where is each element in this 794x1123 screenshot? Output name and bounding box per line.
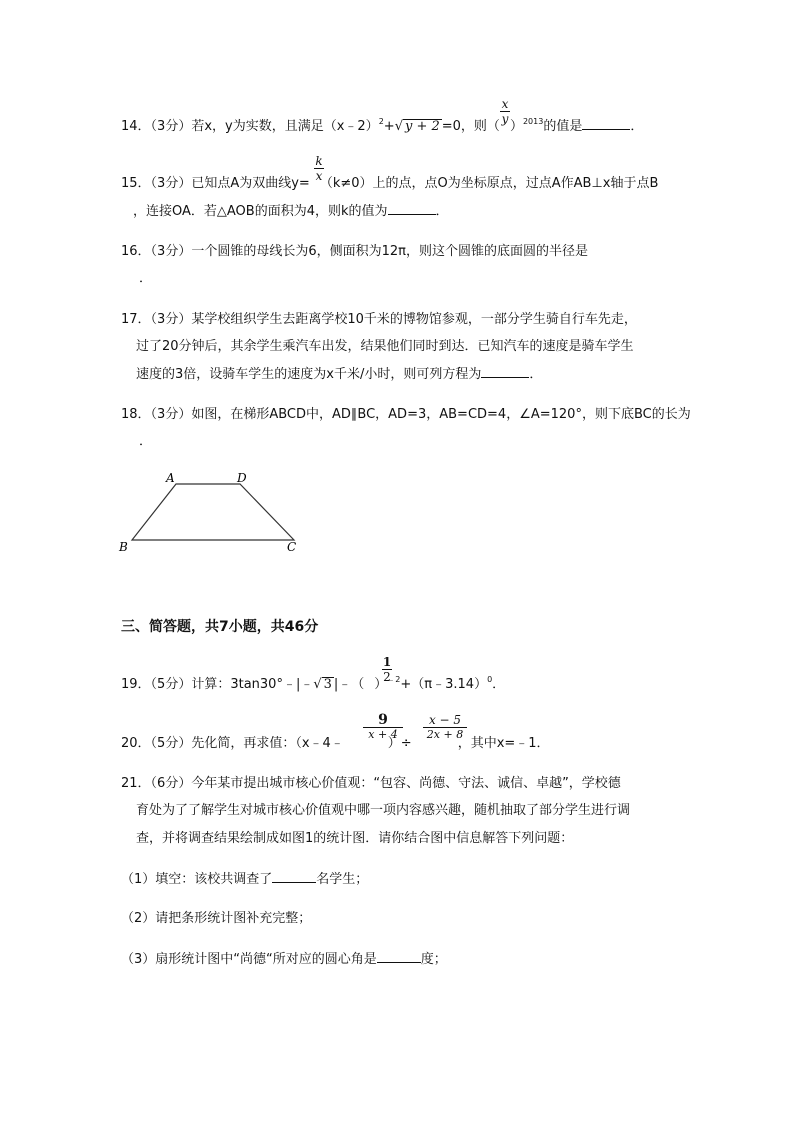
question-15-line1 bbox=[121, 175, 658, 193]
q20-frac1-den: x + 4 bbox=[368, 728, 398, 741]
q16-number: 16．（3分） bbox=[121, 244, 192, 259]
q20-text-b: ）÷ bbox=[387, 736, 412, 751]
q21-sub1-blank bbox=[272, 870, 316, 883]
q19-text-e: ． bbox=[492, 677, 506, 692]
q19-frac-num: 1 bbox=[382, 655, 392, 669]
q15-line2-a: ，连接OA．若△AOB的面积为4，则k的值为 bbox=[133, 204, 388, 219]
q21-number: 21．（6分） bbox=[121, 776, 192, 791]
question-18-line1 bbox=[121, 406, 691, 424]
q18-text-a: 如图，在梯形ABCD中，AD∥BC，AD=3，AB=CD=4，∠A=120°，则下底BC的长为 bbox=[191, 407, 691, 422]
label-b: B bbox=[119, 540, 128, 554]
q20-number: 20．（5分） bbox=[121, 736, 192, 751]
question-21-sub1 bbox=[121, 870, 368, 889]
q15-line2-b: ． bbox=[435, 204, 449, 219]
label-a: A bbox=[166, 471, 175, 485]
q21-line3: 查，并将调查结果绘制成如图1的统计图．请你结合图中信息解答下列问题： bbox=[136, 831, 574, 846]
q14-number: 14．（3分） bbox=[121, 119, 192, 134]
q21-line2: 育处为了了解学生对城市核心价值观中哪一项内容感兴趣，随机抽取了部分学生进行调 bbox=[136, 803, 631, 818]
q18-number: 18．（3分） bbox=[121, 407, 192, 422]
question-20 bbox=[121, 735, 550, 753]
q14-text-e: 的值是 bbox=[543, 119, 583, 134]
question-21-line1 bbox=[121, 775, 621, 793]
trapezoid-shape bbox=[132, 484, 294, 540]
q14-text-c: =0，则（ bbox=[441, 119, 500, 134]
question-21-sub3 bbox=[121, 950, 447, 969]
label-c: C bbox=[287, 540, 297, 554]
section-3-heading: 三、简答题，共7小题，共46分 bbox=[121, 619, 319, 635]
question-19 bbox=[121, 676, 505, 695]
q17-line1: 某学校组织学生去距离学校10千米的博物馆参观，一部分学生骑自行车先走， bbox=[191, 312, 637, 327]
q14-sqrt: y + 2 bbox=[404, 119, 440, 134]
q20-frac2-num: x − 5 bbox=[428, 713, 462, 727]
q21-sub3-b: 度； bbox=[420, 952, 447, 967]
q17-answer-blank bbox=[481, 365, 529, 378]
q20-frac2-den: 2x + 8 bbox=[426, 728, 464, 741]
q21-sub2: （2）请把条形统计图补充完整； bbox=[121, 911, 312, 926]
trapezoid-figure bbox=[112, 465, 312, 565]
q19-text-a: 计算：3tan30°﹣|﹣ bbox=[191, 677, 314, 692]
q19-sup-a: ﹣2 bbox=[387, 675, 401, 684]
q19-sqrt: 3 bbox=[323, 677, 332, 692]
q15-text-a: 已知点A为双曲线y= bbox=[191, 176, 310, 191]
q14-frac-num: x bbox=[501, 97, 509, 111]
question-14 bbox=[121, 117, 643, 137]
q21-sub1-a: （1）填空：该校共调查了 bbox=[121, 872, 273, 887]
q17-number: 17．（3分） bbox=[121, 312, 192, 327]
q15-answer-blank bbox=[388, 202, 436, 215]
q19-text-c: ） bbox=[374, 677, 388, 692]
q14-text-f: ． bbox=[630, 119, 644, 134]
sqrt-icon: √ bbox=[313, 677, 322, 692]
q17-line3-b: ． bbox=[529, 367, 543, 382]
q19-text-b: |﹣（ bbox=[333, 677, 365, 692]
sqrt-icon: √ bbox=[394, 119, 403, 134]
q15-number: 15．（3分） bbox=[121, 176, 192, 191]
question-21-sub2 bbox=[121, 910, 311, 928]
q15-frac-num: k bbox=[315, 154, 323, 168]
question-15-line2 bbox=[133, 202, 449, 221]
q20-text-a: 先化简，再求值：（x﹣4﹣ bbox=[191, 736, 344, 751]
question-18-line2 bbox=[139, 433, 152, 451]
q14-text-b: + bbox=[383, 119, 395, 134]
q15-text-b: （k≠0）上的点，点O为坐标原点，过点A作AB⊥x轴于点B bbox=[319, 176, 659, 191]
q16-text-a: 一个圆锥的母线长为6，侧面积为12π，则这个圆锥的底面圆的半径是 bbox=[191, 244, 588, 259]
question-17-line1 bbox=[121, 311, 637, 329]
q15-frac-den: x bbox=[315, 169, 323, 183]
q20-frac1-num: 9 bbox=[378, 712, 388, 728]
q16-line2: ． bbox=[139, 271, 153, 286]
q19-number: 19．（5分） bbox=[121, 677, 192, 692]
q19-frac-den: 2 bbox=[383, 670, 391, 684]
question-16-line2 bbox=[139, 270, 152, 288]
q14-text-d: ） bbox=[509, 119, 523, 134]
q17-line2: 过了20分钟后，其余学生乘汽车出发，结果他们同时到达．已知汽车的速度是骑车学生 bbox=[136, 339, 634, 354]
q19-sup-b: 0 bbox=[487, 675, 493, 684]
question-21-line3 bbox=[136, 830, 573, 848]
q21-sub3-blank bbox=[377, 950, 421, 963]
label-d: D bbox=[237, 471, 247, 485]
q17-line3-a: 速度的3倍，设骑车学生的速度为x千米/小时，则可列方程为 bbox=[136, 367, 482, 382]
q19-text-d: +（π﹣3.14） bbox=[400, 677, 488, 692]
question-21-line2 bbox=[136, 802, 630, 820]
q14-text-a: 若x，y为实数，且满足（x﹣2） bbox=[191, 119, 379, 134]
q14-sup-a: 2 bbox=[378, 117, 384, 126]
q21-line1: 今年某市提出城市核心价值观：“包容、尚德、守法、诚信、卓越”，学校德 bbox=[191, 776, 621, 791]
question-16-line1 bbox=[121, 243, 588, 261]
q14-sup-b: 2013 bbox=[522, 117, 544, 126]
q14-frac-den: y bbox=[501, 112, 509, 126]
q21-sub1-b: 名学生； bbox=[316, 872, 369, 887]
question-17-line3 bbox=[136, 365, 542, 384]
q14-answer-blank bbox=[582, 117, 630, 130]
q20-text-c: ，其中x=﹣1． bbox=[457, 736, 550, 751]
question-17-line2 bbox=[136, 338, 634, 356]
q18-line2: ． bbox=[139, 434, 153, 449]
q21-sub3-a: （3）扇形统计图中“尚德“所对应的圆心角是 bbox=[121, 952, 377, 967]
